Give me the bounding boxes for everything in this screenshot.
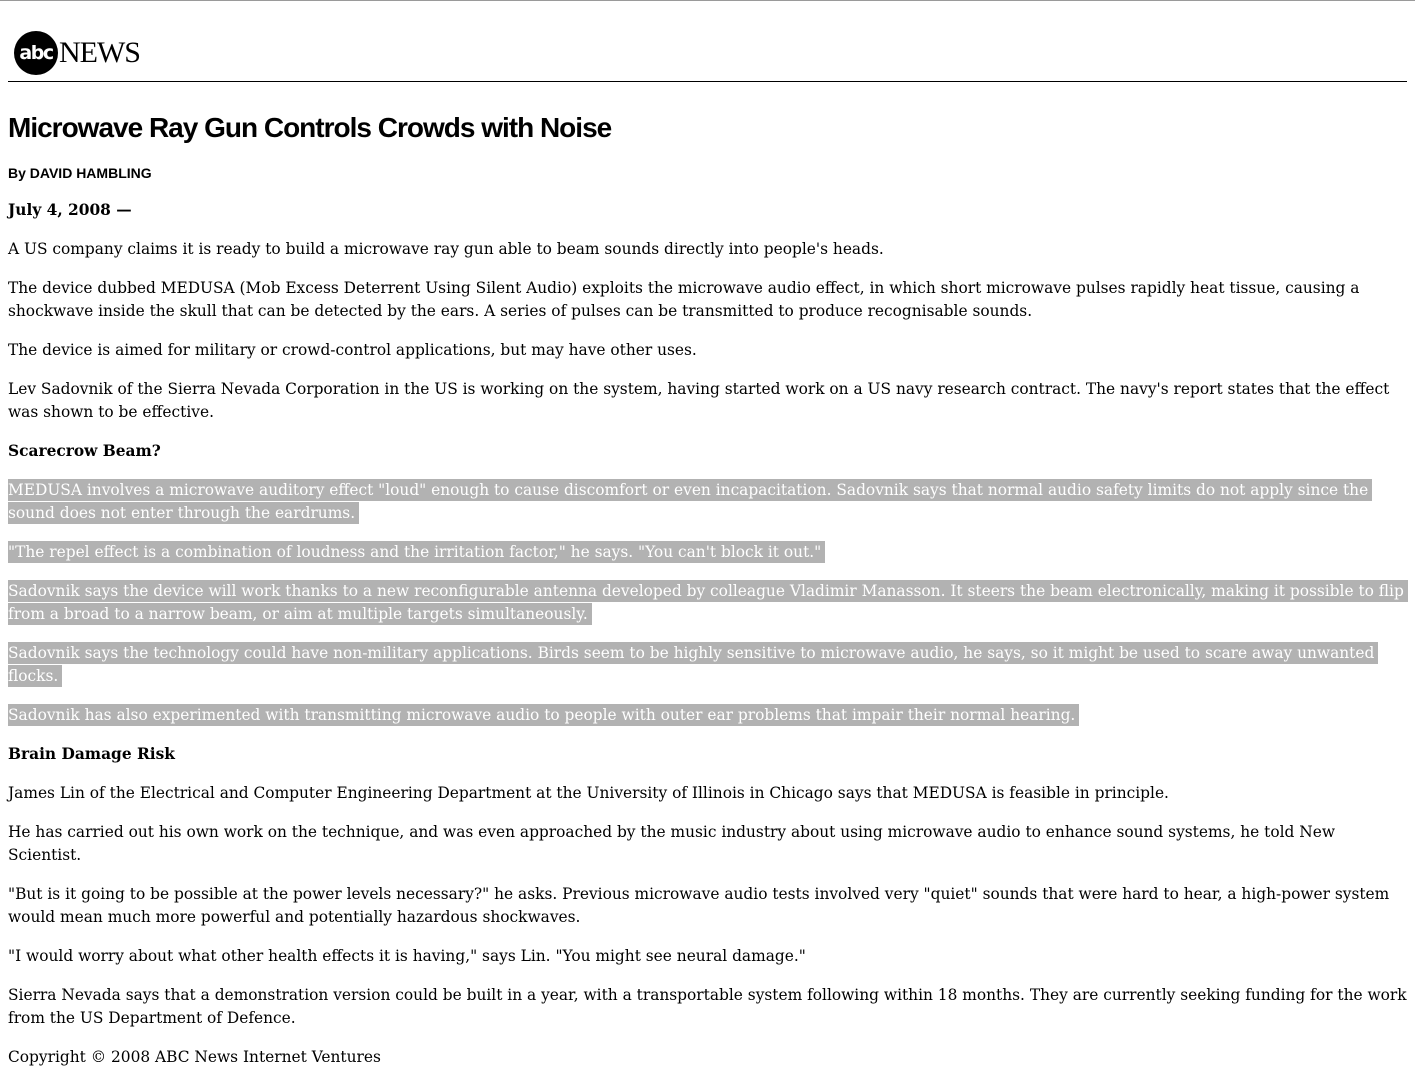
paragraph: He has carried out his own work on the technique, and was even approached by the music industry about using microwave audio to enhance sound systems, he told New Scientist. xyxy=(8,823,1336,864)
paragraph: "I would worry about what other health effects it is having," says Lin. "You might see neural damage." xyxy=(8,947,806,965)
section-heading-scarecrow-beam: Scarecrow Beam? xyxy=(8,442,161,460)
selected-text[interactable]: MEDUSA involves a microwave auditory effect "loud" enough to cause discomfort or even incapacitation. Sadovnik says that normal audio safety limits do not apply since the sound does not enter through the eardrums. xyxy=(8,479,1372,524)
logo-wordmark: NEWS xyxy=(59,36,140,69)
paragraph: James Lin of the Electrical and Computer Engineering Department at the University of Illinois in Chicago says that MEDUSA is feasible in principle. xyxy=(8,784,1169,802)
selected-text[interactable]: Sadovnik says the device will work thanks to a new reconfigurable antenna developed by colleague Vladimir Manasson. It steers the beam electronically, making it possible to flip from a broad to a narrow beam, or aim at multiple targets simultaneously. xyxy=(8,580,1408,625)
abc-news-logo[interactable] xyxy=(14,31,140,75)
abc-logo-icon: abc xyxy=(14,31,58,75)
article-body xyxy=(8,199,1408,1085)
selected-paragraph[interactable] xyxy=(8,580,1408,626)
paragraph: Sierra Nevada says that a demonstration version could be built in a year, with a transportable system following within 18 months. They are currently seeking funding for the work from the US Department of Defence. xyxy=(8,986,1407,1027)
article-headline: Microwave Ray Gun Controls Crowds with Noise xyxy=(8,112,612,143)
selected-text[interactable]: Sadovnik says the technology could have non-military applications. Birds seem to be highly sensitive to microwave audio, he says, so it might be used to scare away unwanted flocks. xyxy=(8,642,1378,687)
selected-paragraph[interactable] xyxy=(8,642,1408,688)
selected-paragraph[interactable] xyxy=(8,541,1408,564)
paragraph: The device is aimed for military or crowd-control applications, but may have other uses. xyxy=(8,341,697,359)
section-heading-brain-damage-risk: Brain Damage Risk xyxy=(8,745,175,763)
selected-text[interactable]: "The repel effect is a combination of loudness and the irritation factor," he says. "You can't block it out." xyxy=(8,541,825,563)
paragraph: A US company claims it is ready to build a microwave ray gun able to beam sounds directly into people's heads. xyxy=(8,240,884,258)
selected-paragraph[interactable] xyxy=(8,479,1408,525)
paragraph: The device dubbed MEDUSA (Mob Excess Deterrent Using Silent Audio) exploits the microwave audio effect, in which short microwave pulses rapidly heat tissue, causing a shockwave inside the skull that can be detected by the ears. A series of pulses can be transmitted to produce recognisable sounds. xyxy=(8,279,1360,320)
paragraph: Lev Sadovnik of the Sierra Nevada Corporation in the US is working on the system, having started work on a US navy research contract. The navy's report states that the effect was shown to be effective. xyxy=(8,380,1390,421)
paragraph: "But is it going to be possible at the power levels necessary?" he asks. Previous microwave audio tests involved very "quiet" sounds that were hard to hear, a high-power system would mean much more powerful and potentially hazardous shockwaves. xyxy=(8,885,1390,926)
masthead xyxy=(8,1,1407,82)
article-date: July 4, 2008 — xyxy=(8,201,132,219)
article-byline: By DAVID HAMBLING xyxy=(8,165,152,181)
copyright-notice: Copyright © 2008 ABC News Internet Ventures xyxy=(8,1048,381,1066)
selected-text[interactable]: Sadovnik has also experimented with transmitting microwave audio to people with outer ear problems that impair their normal hearing. xyxy=(8,704,1079,726)
selected-paragraph[interactable] xyxy=(8,704,1408,727)
article-page xyxy=(0,1,1415,1066)
